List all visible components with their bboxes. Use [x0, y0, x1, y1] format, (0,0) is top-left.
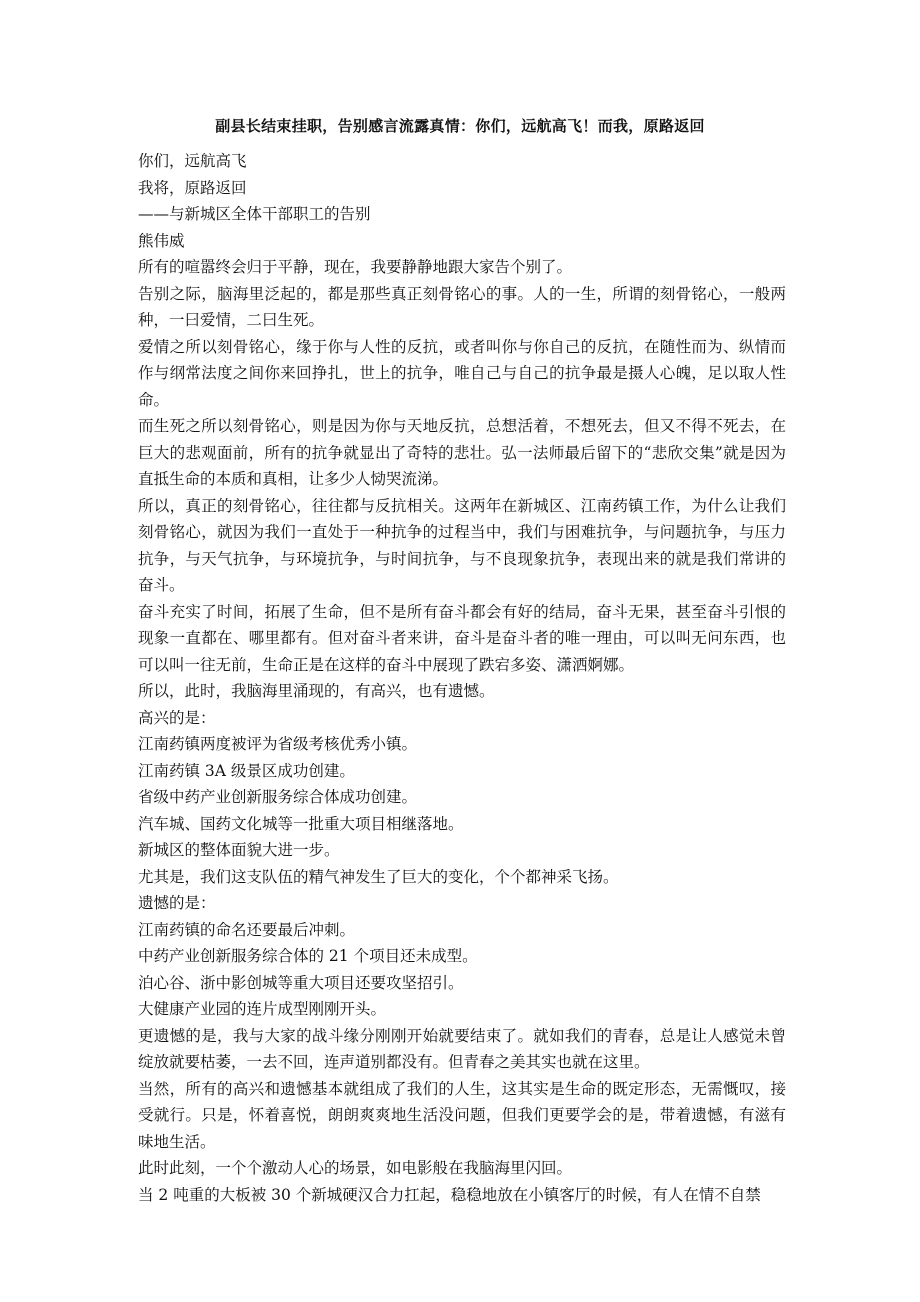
list-item: 汽车城、国药文化城等一批重大项目相继落地。	[138, 814, 464, 833]
list-item: 江南药镇两度被评为省级考核优秀小镇。	[138, 735, 418, 753]
paragraph: 当然，所有的高兴和遗憾基本就组成了我们的人生，这其实是生命的既定形态，无需慨叹，接受就行。只是，怀着喜悦，朗朗爽爽地生活没问题，但我们更要学会的是，带着遗憾，有滋有味地生活。	[138, 1079, 786, 1151]
paragraph: 所以，真正的刻骨铭心，往往都与反抗相关。这两年在新城区、江南药镇工作，为什么让我们刻骨铭心，就因为我们一直处于一种抗争的过程当中，我们与困难抗争，与问题抗争，与压力抗争，与天气抗争，与环境抗争，与时间抗争，与不良现象抗争，表现出来的就是我们常讲的奋斗。	[138, 496, 786, 594]
paragraph: 告别之际，脑海里泛起的，都是那些真正刻骨铭心的事。人的一生，所谓的刻骨铭心，一般两种，一曰爱情，二曰生死。	[138, 284, 786, 329]
paragraph: 所以，此时，我脑海里涌现的，有高兴，也有遗憾。	[138, 682, 495, 700]
list-item: 江南药镇的命名还要最后冲刺。	[138, 920, 356, 939]
paragraph: 此时此刻，一个个激动人心的场景，如电影般在我脑海里闪回。	[138, 1159, 573, 1177]
list-item: 江南药镇 3A 级景区成功创建。	[138, 761, 355, 780]
paragraph: 而生死之所以刻骨铭心，则是因为你与天地反抗，总想活着，不想死去，但又不得不死去，在巨大的悲观面前，所有的抗争就显出了奇特的悲壮。弘一法师最后留下的“悲欣交集”就是因为直抵生命的本质和真相，让多少人恸哭流涕。	[138, 417, 786, 488]
subtitle-line-1: 你们，远航高飞	[138, 152, 247, 170]
subtitle-line-2: 我将，原路返回	[138, 178, 247, 197]
subtitle-line-3: ——与新城区全体干部职工的告别	[138, 205, 371, 223]
list-item: 新城区的整体面貌大进一步。	[138, 841, 340, 859]
list-item: 尤其是，我们这支队伍的精气神发生了巨大的变化，个个都神采飞扬。	[138, 867, 619, 886]
paragraph: 更遗憾的是，我与大家的战斗缘分刚刚开始就要结束了。就如我们的青春，总是让人感觉未曾绽放就要枯萎，一去不回，连声道别都没有。但青春之美其实也就在这里。	[138, 1026, 786, 1071]
paragraph: 所有的喧嚣终会归于平静，现在，我要静静地跟大家告个别了。	[138, 258, 573, 276]
paragraph: 奋斗充实了时间，拓展了生命，但不是所有奋斗都会有好的结局，奋斗无果，甚至奋斗引恨的现象一直都在、哪里都有。但对奋斗者来讲，奋斗是奋斗者的唯一理由，可以叫无问东西，也可以叫一往无前，生命正是在这样的奋斗中展现了跌宕多姿、潇洒婀娜。	[138, 602, 786, 674]
list-item: 大健康产业园的连片成型刚刚开头。	[138, 1000, 387, 1018]
list-item: 泊心谷、浙中影创城等重大项目还要攻坚招引。	[138, 973, 464, 992]
list-item: 中药产业创新服务综合体的 21 个项目还未成型。	[138, 947, 478, 965]
document-body	[138, 148, 786, 1208]
document-title: 副县长结束挂职，告别感言流露真情：你们，远航高飞！而我，原路返回	[215, 117, 705, 135]
section-heading: 高兴的是：	[138, 708, 216, 727]
section-heading: 遗憾的是：	[138, 894, 216, 912]
author-name: 熊伟威	[138, 231, 185, 250]
paragraph: 爱情之所以刻骨铭心，缘于你与人性的反抗，或者叫你与你自己的反抗，在随性而为、纵情而作与纲常法度之间你来回挣扎，世上的抗争，唯自己与自己的抗争最是摄人心魄，足以取人性命。	[138, 337, 786, 409]
paragraph: 当 2 吨重的大板被 30 个新城硬汉合力扛起，稳稳地放在小镇客厅的时候，有人在情不自禁	[138, 1185, 761, 1204]
list-item: 省级中药产业创新服务综合体成功创建。	[138, 788, 418, 806]
